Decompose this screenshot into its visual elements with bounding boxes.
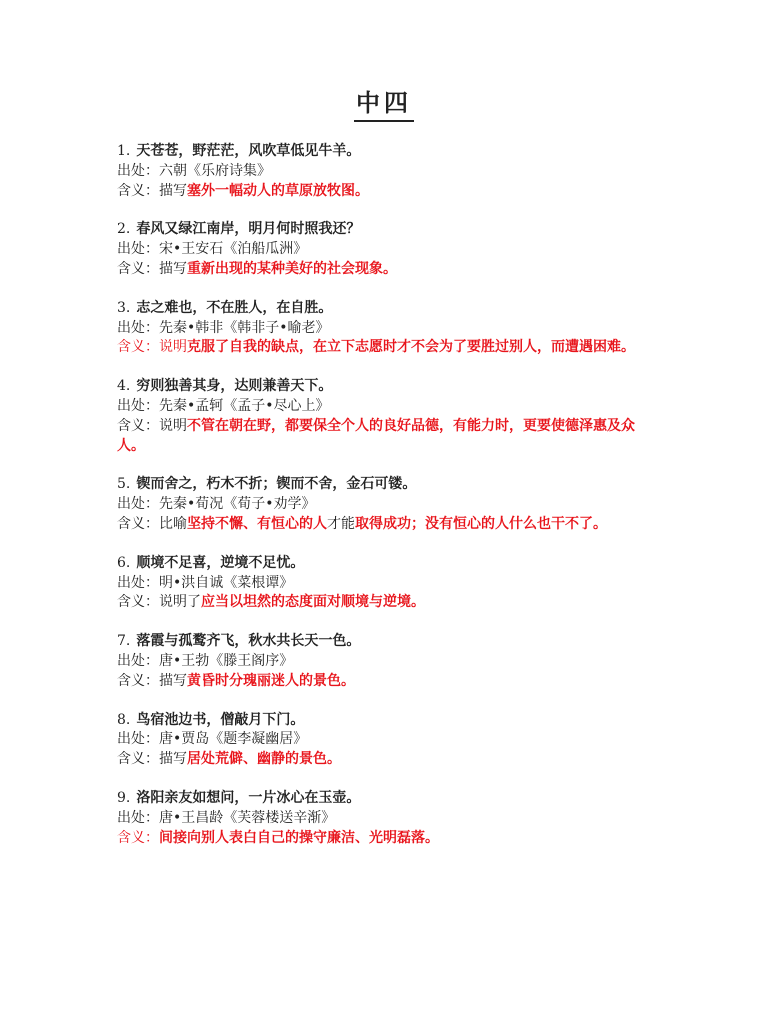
source-text: 先秦•孟轲《孟子•尽心上》 [159,397,330,414]
entry-quote [117,142,657,162]
meaning-text: 。 [341,672,355,689]
source-text: 宋•王安石《泊船瓜洲》 [159,241,308,258]
entry-quote [117,377,657,397]
entry-meaning [117,829,657,849]
entry-quote [117,475,657,495]
list-item [117,299,657,358]
entry-source [117,652,657,672]
entry-number: 8. [117,711,131,728]
source-label: 出处： [117,162,159,179]
quote-text: 锲而舍之，朽木不折；锲而不舍，金石可镂。 [136,476,417,493]
meaning-label: 含义： [117,182,159,199]
source-text: 唐•贾岛《题李凝幽居》 [159,731,308,748]
meaning-highlight: 重新出现的某种美好的社会现象 [187,260,383,277]
entry-quote [117,789,657,809]
entry-meaning [117,338,657,358]
source-text: 唐•王勃《滕王阁序》 [159,652,294,669]
quote-text: 穷则独善其身，达则兼善天下。 [136,378,333,395]
source-label: 出处： [117,809,159,826]
source-text: 先秦•荀况《荀子•劝学》 [159,496,316,513]
meaning-label: 含义： [117,594,159,611]
source-label: 出处： [117,496,159,513]
quote-text: 顺境不足喜，逆境不足忧。 [136,554,305,571]
entry-quote [117,220,657,240]
meaning-text: 。 [593,515,607,532]
meaning-highlight: 取得成功；没有恒心的人什么也干不了 [355,515,593,532]
entry-number: 3. [117,299,131,316]
entry-source [117,319,657,339]
list-item [117,142,657,201]
entry-source [117,809,657,829]
meaning-text: 。 [411,594,425,611]
meaning-highlight: 塞外一幅动人的草原放牧图 [187,182,355,199]
list-item [117,377,657,456]
entry-source [117,574,657,594]
meaning-highlight: 间接向别人表白自己的操守廉洁、光明磊落 [159,829,425,846]
meaning-text: 说明了 [159,594,201,611]
list-item [117,632,657,691]
entry-meaning [117,593,657,613]
source-label: 出处： [117,731,159,748]
meaning-text: 描写 [159,672,187,689]
entry-number: 2. [117,221,131,238]
meaning-label: 含义： [117,829,159,846]
page-title [0,88,768,122]
quote-text: 落霞与孤鹜齐飞，秋水共长天一色。 [136,633,361,650]
entry-list [117,142,657,867]
list-item [117,711,657,770]
meaning-label: 含义： [117,515,159,532]
entry-number: 7. [117,633,131,650]
entry-meaning [117,260,657,280]
meaning-text: 说明 [159,417,187,434]
meaning-text: 说明 [159,339,187,356]
source-label: 出处： [117,652,159,669]
page-title-text: 中四 [354,88,414,122]
quote-text: 天苍苍，野茫茫，风吹草低见牛羊。 [136,143,361,159]
meaning-label: 含义： [117,672,159,689]
source-label: 出处： [117,397,159,414]
entry-number: 4. [117,378,131,395]
list-item [117,475,657,534]
list-item [117,789,657,848]
entry-quote [117,554,657,574]
meaning-label: 含义： [117,339,159,356]
meaning-label: 含义： [117,417,159,434]
meaning-text: 。 [425,829,439,846]
list-item [117,220,657,279]
quote-text: 志之难也，不在胜人，在自胜。 [136,299,333,316]
meaning-highlight: 坚持不懈、有恒心的人 [187,515,327,532]
meaning-text: 描写 [159,182,187,199]
list-item [117,554,657,613]
entry-meaning [117,417,657,457]
meaning-text: 。 [131,437,145,454]
entry-source [117,495,657,515]
source-text: 唐•王昌龄《芙蓉楼送辛渐》 [159,809,336,826]
source-label: 出处： [117,574,159,591]
meaning-highlight: 居处荒僻、幽静的景色 [187,751,327,768]
meaning-highlight: 黄昏时分瑰丽迷人的景色 [187,672,341,689]
entry-quote [117,711,657,731]
meaning-highlight: 应当以坦然的态度面对顺境与逆境 [201,594,411,611]
entry-source [117,730,657,750]
entry-meaning [117,515,657,535]
entry-source [117,240,657,260]
entry-source [117,162,657,182]
meaning-label: 含义： [117,751,159,768]
meaning-text: 描写 [159,751,187,768]
source-label: 出处： [117,319,159,336]
source-label: 出处： [117,241,159,258]
meaning-text: 才能 [327,515,355,532]
source-text: 明•洪自诚《菜根谭》 [159,574,294,591]
entry-quote [117,299,657,319]
meaning-text: 。 [621,339,635,356]
entry-number: 1. [117,143,131,159]
meaning-text: 。 [327,751,341,768]
entry-source [117,397,657,417]
source-text: 先秦•韩非《韩非子•喻老》 [159,319,330,336]
entry-meaning [117,182,657,202]
entry-meaning [117,750,657,770]
meaning-text: 描写 [159,260,187,277]
entry-number: 6. [117,554,131,571]
entry-meaning [117,672,657,692]
quote-text: 鸟宿池边书，僧敲月下门。 [136,711,305,728]
meaning-label: 含义： [117,260,159,277]
entry-number: 9. [117,789,131,806]
source-text: 六朝《乐府诗集》 [159,162,271,179]
entry-number: 5. [117,476,131,493]
quote-text: 洛阳亲友如想问，一片冰心在玉壶。 [136,789,361,806]
meaning-highlight: 克服了自我的缺点，在立下志愿时才不会为了要胜过别人，而遭遇困难 [187,339,621,356]
meaning-highlight: 不管在朝在野，都要保全个人的良好品德，有能力时，更要使德泽惠及众人 [117,417,635,454]
meaning-text: 。 [383,260,397,277]
meaning-text: 比喻 [159,515,187,532]
meaning-text: 。 [355,182,369,199]
quote-text: 春风又绿江南岸，明月何时照我还？ [136,221,361,238]
entry-quote [117,632,657,652]
